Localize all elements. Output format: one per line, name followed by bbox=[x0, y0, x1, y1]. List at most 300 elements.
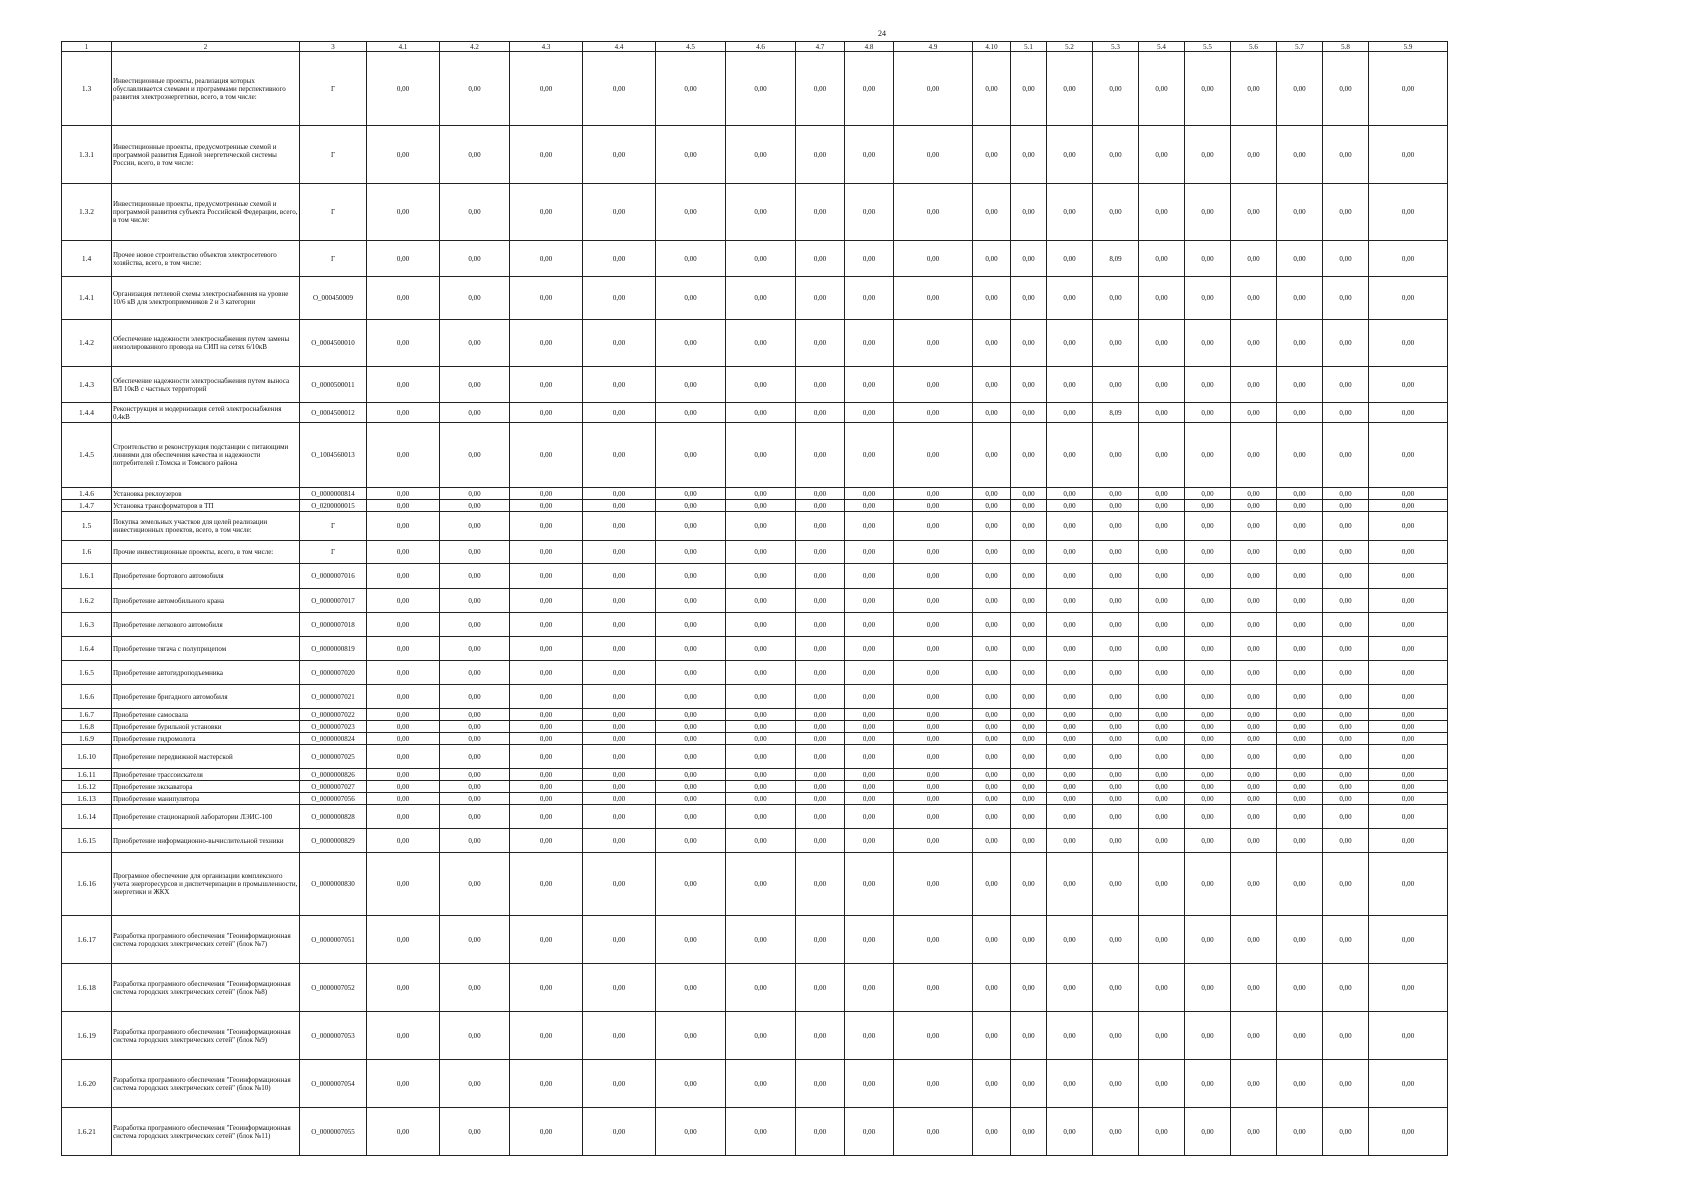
value-cell: 0,00 bbox=[367, 793, 440, 805]
row-number: 1.4.1 bbox=[62, 277, 112, 320]
value-cell: 0,00 bbox=[1323, 541, 1369, 564]
value-cell: 0,00 bbox=[1185, 184, 1231, 241]
value-cell: 0,00 bbox=[1277, 277, 1323, 320]
value-cell: 0,00 bbox=[440, 829, 510, 853]
value-cell: 0,00 bbox=[726, 745, 796, 769]
value-cell: 0,00 bbox=[583, 613, 656, 637]
value-cell: 0,00 bbox=[726, 488, 796, 500]
value-cell: 0,00 bbox=[1139, 52, 1185, 126]
value-cell: 0,00 bbox=[1011, 277, 1047, 320]
value-cell: 0,00 bbox=[973, 1108, 1011, 1156]
project-code: О_0000000829 bbox=[300, 829, 367, 853]
value-cell: 0,00 bbox=[367, 241, 440, 277]
value-cell: 0,00 bbox=[1323, 1012, 1369, 1060]
value-cell: 0,00 bbox=[845, 423, 894, 488]
row-number: 1.4.5 bbox=[62, 423, 112, 488]
column-header: 1 bbox=[62, 42, 112, 52]
value-cell: 0,00 bbox=[656, 613, 726, 637]
row-number: 1.6.19 bbox=[62, 1012, 112, 1060]
value-cell: 0,00 bbox=[1139, 685, 1185, 709]
column-header: 4.3 bbox=[510, 42, 583, 52]
value-cell: 0,00 bbox=[796, 367, 845, 403]
table-row bbox=[62, 52, 1448, 126]
value-cell: 0,00 bbox=[367, 488, 440, 500]
value-cell: 0,00 bbox=[973, 564, 1011, 589]
column-header: 4.7 bbox=[796, 42, 845, 52]
value-cell: 0,00 bbox=[1093, 500, 1139, 512]
value-cell: 0,00 bbox=[656, 721, 726, 733]
value-cell: 0,00 bbox=[367, 277, 440, 320]
investment-table bbox=[61, 41, 1448, 1156]
value-cell: 0,00 bbox=[656, 805, 726, 829]
value-cell: 0,00 bbox=[1139, 721, 1185, 733]
value-cell: 0,00 bbox=[1323, 277, 1369, 320]
value-cell: 0,00 bbox=[1011, 805, 1047, 829]
value-cell: 0,00 bbox=[1139, 241, 1185, 277]
value-cell: 0,00 bbox=[1369, 1060, 1448, 1108]
row-number: 1.6.14 bbox=[62, 805, 112, 829]
value-cell: 0,00 bbox=[894, 964, 973, 1012]
project-code: О_0000007022 bbox=[300, 709, 367, 721]
project-code: О_0200000015 bbox=[300, 500, 367, 512]
value-cell: 0,00 bbox=[510, 661, 583, 685]
value-cell: 0,00 bbox=[1093, 488, 1139, 500]
value-cell: 0,00 bbox=[1093, 685, 1139, 709]
value-cell: 0,00 bbox=[1231, 126, 1277, 184]
value-cell: 0,00 bbox=[656, 541, 726, 564]
value-cell: 0,00 bbox=[440, 512, 510, 541]
value-cell: 0,00 bbox=[1047, 277, 1093, 320]
project-code: Г bbox=[300, 241, 367, 277]
value-cell: 0,00 bbox=[1323, 184, 1369, 241]
value-cell: 0,00 bbox=[845, 367, 894, 403]
column-header: 5.4 bbox=[1139, 42, 1185, 52]
value-cell: 0,00 bbox=[440, 1060, 510, 1108]
value-cell: 0,00 bbox=[1011, 661, 1047, 685]
value-cell: 0,00 bbox=[1139, 709, 1185, 721]
project-name: Разработка програмного обеспечения "Геоинформационная система городских электрических сетей" (блок №9) bbox=[112, 1012, 300, 1060]
value-cell: 0,00 bbox=[1277, 52, 1323, 126]
value-cell: 0,00 bbox=[1011, 709, 1047, 721]
value-cell: 0,00 bbox=[1047, 745, 1093, 769]
value-cell: 0,00 bbox=[1093, 1012, 1139, 1060]
value-cell: 0,00 bbox=[1231, 829, 1277, 853]
value-cell: 0,00 bbox=[583, 733, 656, 745]
value-cell: 0,00 bbox=[656, 853, 726, 916]
value-cell: 0,00 bbox=[1231, 793, 1277, 805]
value-cell: 0,00 bbox=[1047, 541, 1093, 564]
value-cell: 0,00 bbox=[1231, 500, 1277, 512]
project-name: Разработка програмного обеспечения "Геоинформационная система городских электрических сетей" (блок №10) bbox=[112, 1060, 300, 1108]
value-cell: 0,00 bbox=[1323, 241, 1369, 277]
table-row bbox=[62, 367, 1448, 403]
value-cell: 0,00 bbox=[656, 488, 726, 500]
value-cell: 0,00 bbox=[726, 853, 796, 916]
value-cell: 0,00 bbox=[796, 541, 845, 564]
value-cell: 0,00 bbox=[1011, 721, 1047, 733]
value-cell: 0,00 bbox=[440, 126, 510, 184]
value-cell: 0,00 bbox=[1139, 769, 1185, 781]
value-cell: 0,00 bbox=[367, 721, 440, 733]
value-cell: 0,00 bbox=[796, 488, 845, 500]
value-cell: 0,00 bbox=[1185, 721, 1231, 733]
value-cell: 0,00 bbox=[1277, 685, 1323, 709]
column-header: 5.6 bbox=[1231, 42, 1277, 52]
value-cell: 0,00 bbox=[510, 367, 583, 403]
value-cell: 0,00 bbox=[510, 541, 583, 564]
value-cell: 0,00 bbox=[1277, 1012, 1323, 1060]
value-cell: 0,00 bbox=[1047, 964, 1093, 1012]
value-cell: 0,00 bbox=[1369, 781, 1448, 793]
value-cell: 0,00 bbox=[440, 805, 510, 829]
value-cell: 0,00 bbox=[894, 488, 973, 500]
value-cell: 0,00 bbox=[1369, 500, 1448, 512]
value-cell: 0,00 bbox=[1047, 1012, 1093, 1060]
value-cell: 0,00 bbox=[1093, 916, 1139, 964]
value-cell: 0,00 bbox=[1369, 52, 1448, 126]
value-cell: 0,00 bbox=[894, 721, 973, 733]
value-cell: 0,00 bbox=[367, 637, 440, 661]
value-cell: 0,00 bbox=[796, 781, 845, 793]
value-cell: 0,00 bbox=[1231, 805, 1277, 829]
header-row bbox=[62, 42, 1448, 52]
value-cell: 0,00 bbox=[726, 793, 796, 805]
value-cell: 0,00 bbox=[1011, 1012, 1047, 1060]
value-cell: 0,00 bbox=[1093, 637, 1139, 661]
value-cell: 0,00 bbox=[1369, 613, 1448, 637]
value-cell: 0,00 bbox=[796, 500, 845, 512]
value-cell: 0,00 bbox=[894, 661, 973, 685]
value-cell: 0,00 bbox=[1011, 184, 1047, 241]
value-cell: 0,00 bbox=[510, 805, 583, 829]
value-cell: 0,00 bbox=[510, 613, 583, 637]
value-cell: 0,00 bbox=[440, 367, 510, 403]
value-cell: 0,00 bbox=[845, 541, 894, 564]
value-cell: 0,00 bbox=[510, 320, 583, 367]
value-cell: 0,00 bbox=[845, 241, 894, 277]
value-cell: 0,00 bbox=[1139, 488, 1185, 500]
project-name: Приобретение гидромолота bbox=[112, 733, 300, 745]
table-row bbox=[62, 589, 1448, 613]
value-cell: 0,00 bbox=[510, 423, 583, 488]
value-cell: 0,00 bbox=[440, 277, 510, 320]
value-cell: 0,00 bbox=[845, 1012, 894, 1060]
table-header bbox=[62, 42, 1448, 52]
value-cell: 0,00 bbox=[510, 829, 583, 853]
value-cell: 0,00 bbox=[510, 793, 583, 805]
value-cell: 0,00 bbox=[1011, 1060, 1047, 1108]
value-cell: 0,00 bbox=[973, 367, 1011, 403]
value-cell: 0,00 bbox=[583, 721, 656, 733]
value-cell: 0,00 bbox=[1047, 613, 1093, 637]
value-cell: 0,00 bbox=[1139, 613, 1185, 637]
value-cell: 0,00 bbox=[1369, 126, 1448, 184]
value-cell: 0,00 bbox=[367, 916, 440, 964]
value-cell: 0,00 bbox=[583, 241, 656, 277]
value-cell: 0,00 bbox=[1231, 745, 1277, 769]
value-cell: 0,00 bbox=[1093, 613, 1139, 637]
value-cell: 0,00 bbox=[726, 805, 796, 829]
value-cell: 0,00 bbox=[1369, 733, 1448, 745]
column-header: 5.5 bbox=[1185, 42, 1231, 52]
value-cell: 0,00 bbox=[510, 184, 583, 241]
value-cell: 0,00 bbox=[1185, 367, 1231, 403]
table-row bbox=[62, 685, 1448, 709]
value-cell: 0,00 bbox=[894, 613, 973, 637]
value-cell: 0,00 bbox=[1231, 564, 1277, 589]
project-name: Инвестиционные проекты, реализация которых обуславливается схемами и программами перспективного развития электроэнергетики, всего, в том числе: bbox=[112, 52, 300, 126]
value-cell: 0,00 bbox=[1011, 541, 1047, 564]
value-cell: 0,00 bbox=[973, 916, 1011, 964]
value-cell: 0,00 bbox=[440, 184, 510, 241]
value-cell: 0,00 bbox=[894, 512, 973, 541]
value-cell: 0,00 bbox=[796, 829, 845, 853]
project-name: Приобретение манипулятора bbox=[112, 793, 300, 805]
value-cell: 0,00 bbox=[656, 781, 726, 793]
table-row bbox=[62, 564, 1448, 589]
value-cell: 0,00 bbox=[894, 589, 973, 613]
row-number: 1.4 bbox=[62, 241, 112, 277]
project-name: Приобретение передвижной мастерской bbox=[112, 745, 300, 769]
value-cell: 0,00 bbox=[845, 709, 894, 721]
value-cell: 0,00 bbox=[656, 829, 726, 853]
value-cell: 0,00 bbox=[845, 781, 894, 793]
row-number: 1.6.1 bbox=[62, 564, 112, 589]
value-cell: 0,00 bbox=[510, 126, 583, 184]
value-cell: 0,00 bbox=[1323, 613, 1369, 637]
value-cell: 0,00 bbox=[1047, 769, 1093, 781]
value-cell: 0,00 bbox=[583, 52, 656, 126]
value-cell: 0,00 bbox=[367, 1108, 440, 1156]
value-cell: 0,00 bbox=[845, 403, 894, 423]
value-cell: 0,00 bbox=[1139, 805, 1185, 829]
value-cell: 0,00 bbox=[440, 403, 510, 423]
value-cell: 0,00 bbox=[845, 853, 894, 916]
value-cell: 0,00 bbox=[583, 805, 656, 829]
value-cell: 0,00 bbox=[894, 793, 973, 805]
value-cell: 0,00 bbox=[1277, 589, 1323, 613]
value-cell: 0,00 bbox=[1323, 709, 1369, 721]
value-cell: 0,00 bbox=[1093, 805, 1139, 829]
value-cell: 0,00 bbox=[796, 1060, 845, 1108]
value-cell: 0,00 bbox=[1011, 52, 1047, 126]
value-cell: 0,00 bbox=[1185, 853, 1231, 916]
value-cell: 0,00 bbox=[973, 589, 1011, 613]
value-cell: 0,00 bbox=[510, 769, 583, 781]
value-cell: 0,00 bbox=[1093, 589, 1139, 613]
value-cell: 0,00 bbox=[583, 500, 656, 512]
table-row bbox=[62, 184, 1448, 241]
value-cell: 0,00 bbox=[1231, 488, 1277, 500]
row-number: 1.6.13 bbox=[62, 793, 112, 805]
value-cell: 0,00 bbox=[796, 769, 845, 781]
value-cell: 0,00 bbox=[440, 613, 510, 637]
project-name: Приобретение бурильной установки bbox=[112, 721, 300, 733]
value-cell: 0,00 bbox=[845, 488, 894, 500]
value-cell: 0,00 bbox=[367, 733, 440, 745]
row-number: 1.6.17 bbox=[62, 916, 112, 964]
value-cell: 0,00 bbox=[1231, 733, 1277, 745]
value-cell: 0,00 bbox=[1323, 661, 1369, 685]
value-cell: 0,00 bbox=[726, 126, 796, 184]
value-cell: 0,00 bbox=[367, 661, 440, 685]
value-cell: 0,00 bbox=[1047, 241, 1093, 277]
value-cell: 0,00 bbox=[1011, 964, 1047, 1012]
project-code: О_0000000830 bbox=[300, 853, 367, 916]
value-cell: 0,00 bbox=[894, 781, 973, 793]
value-cell: 0,00 bbox=[1139, 512, 1185, 541]
value-cell: 0,00 bbox=[1185, 637, 1231, 661]
value-cell: 0,00 bbox=[1047, 403, 1093, 423]
value-cell: 0,00 bbox=[1011, 733, 1047, 745]
table-row bbox=[62, 793, 1448, 805]
project-name: Приобретение бортового автомобиля bbox=[112, 564, 300, 589]
value-cell: 0,00 bbox=[1047, 793, 1093, 805]
value-cell: 0,00 bbox=[1139, 793, 1185, 805]
value-cell: 0,00 bbox=[894, 52, 973, 126]
table-row bbox=[62, 853, 1448, 916]
value-cell: 0,00 bbox=[845, 589, 894, 613]
value-cell: 0,00 bbox=[1323, 916, 1369, 964]
value-cell: 0,00 bbox=[1139, 781, 1185, 793]
value-cell: 0,00 bbox=[583, 423, 656, 488]
column-header: 4.1 bbox=[367, 42, 440, 52]
value-cell: 0,00 bbox=[1323, 769, 1369, 781]
row-number: 1.6.20 bbox=[62, 1060, 112, 1108]
value-cell: 0,00 bbox=[1047, 184, 1093, 241]
value-cell: 0,00 bbox=[1185, 126, 1231, 184]
value-cell: 0,00 bbox=[1185, 709, 1231, 721]
value-cell: 0,00 bbox=[1093, 781, 1139, 793]
value-cell: 0,00 bbox=[973, 184, 1011, 241]
project-code: О_0000000814 bbox=[300, 488, 367, 500]
value-cell: 0,00 bbox=[656, 403, 726, 423]
value-cell: 0,00 bbox=[1185, 500, 1231, 512]
value-cell: 0,00 bbox=[973, 685, 1011, 709]
value-cell: 0,00 bbox=[510, 500, 583, 512]
value-cell: 0,00 bbox=[845, 564, 894, 589]
column-header: 4.4 bbox=[583, 42, 656, 52]
value-cell: 0,00 bbox=[894, 745, 973, 769]
table-row bbox=[62, 829, 1448, 853]
value-cell: 0,00 bbox=[796, 613, 845, 637]
value-cell: 0,00 bbox=[510, 709, 583, 721]
value-cell: 0,00 bbox=[1139, 320, 1185, 367]
value-cell: 0,00 bbox=[1369, 1108, 1448, 1156]
value-cell: 0,00 bbox=[1093, 126, 1139, 184]
value-cell: 0,00 bbox=[1323, 745, 1369, 769]
value-cell: 0,00 bbox=[1047, 805, 1093, 829]
value-cell: 0,00 bbox=[973, 769, 1011, 781]
value-cell: 0,00 bbox=[1231, 637, 1277, 661]
value-cell: 0,00 bbox=[726, 733, 796, 745]
value-cell: 0,00 bbox=[1011, 512, 1047, 541]
value-cell: 0,00 bbox=[1369, 853, 1448, 916]
value-cell: 0,00 bbox=[367, 709, 440, 721]
value-cell: 0,00 bbox=[440, 733, 510, 745]
row-number: 1.4.4 bbox=[62, 403, 112, 423]
column-header: 5.2 bbox=[1047, 42, 1093, 52]
value-cell: 0,00 bbox=[440, 589, 510, 613]
row-number: 1.4.6 bbox=[62, 488, 112, 500]
project-code: О_0000007055 bbox=[300, 1108, 367, 1156]
value-cell: 0,00 bbox=[1323, 126, 1369, 184]
project-name: Инвестиционные проекты, предусмотренные схемой и программой развития Единой энергетической системы России, всего, в том числе: bbox=[112, 126, 300, 184]
value-cell: 0,00 bbox=[1369, 829, 1448, 853]
value-cell: 0,00 bbox=[583, 829, 656, 853]
value-cell: 0,00 bbox=[973, 277, 1011, 320]
project-name: Разработка програмного обеспечения "Геоинформационная система городских электрических сетей" (блок №11) bbox=[112, 1108, 300, 1156]
value-cell: 0,00 bbox=[1369, 403, 1448, 423]
table-row bbox=[62, 241, 1448, 277]
column-header: 5.8 bbox=[1323, 42, 1369, 52]
value-cell: 0,00 bbox=[845, 805, 894, 829]
value-cell: 0,00 bbox=[973, 964, 1011, 1012]
value-cell: 0,00 bbox=[510, 745, 583, 769]
value-cell: 0,00 bbox=[796, 589, 845, 613]
value-cell: 0,00 bbox=[894, 423, 973, 488]
value-cell: 0,00 bbox=[656, 423, 726, 488]
value-cell: 0,00 bbox=[656, 769, 726, 781]
value-cell: 0,00 bbox=[894, 1060, 973, 1108]
value-cell: 0,00 bbox=[1277, 964, 1323, 1012]
value-cell: 0,00 bbox=[367, 126, 440, 184]
value-cell: 0,00 bbox=[1139, 564, 1185, 589]
project-code: Г bbox=[300, 184, 367, 241]
value-cell: 0,00 bbox=[1369, 661, 1448, 685]
value-cell: 0,00 bbox=[1323, 805, 1369, 829]
value-cell: 0,00 bbox=[1323, 488, 1369, 500]
value-cell: 0,00 bbox=[973, 126, 1011, 184]
value-cell: 0,00 bbox=[1323, 829, 1369, 853]
project-code: О_000450009 bbox=[300, 277, 367, 320]
value-cell: 0,00 bbox=[1323, 589, 1369, 613]
value-cell: 0,00 bbox=[894, 367, 973, 403]
value-cell: 0,00 bbox=[726, 781, 796, 793]
value-cell: 0,00 bbox=[796, 721, 845, 733]
value-cell: 0,00 bbox=[1231, 184, 1277, 241]
value-cell: 0,00 bbox=[1093, 853, 1139, 916]
value-cell: 0,00 bbox=[583, 541, 656, 564]
value-cell: 0,00 bbox=[1093, 745, 1139, 769]
value-cell: 0,00 bbox=[894, 829, 973, 853]
value-cell: 0,00 bbox=[1277, 781, 1323, 793]
value-cell: 0,00 bbox=[367, 403, 440, 423]
value-cell: 0,00 bbox=[973, 1012, 1011, 1060]
column-header: 5.9 bbox=[1369, 42, 1448, 52]
value-cell: 0,00 bbox=[583, 403, 656, 423]
value-cell: 0,00 bbox=[510, 781, 583, 793]
table-body bbox=[62, 52, 1448, 1156]
value-cell: 0,00 bbox=[440, 964, 510, 1012]
value-cell: 0,00 bbox=[1277, 1060, 1323, 1108]
value-cell: 0,00 bbox=[796, 685, 845, 709]
value-cell: 0,00 bbox=[845, 512, 894, 541]
value-cell: 0,00 bbox=[440, 637, 510, 661]
value-cell: 0,00 bbox=[845, 500, 894, 512]
value-cell: 0,00 bbox=[1047, 589, 1093, 613]
value-cell: 0,00 bbox=[1323, 637, 1369, 661]
project-code: О_0000007051 bbox=[300, 916, 367, 964]
value-cell: 0,00 bbox=[1369, 589, 1448, 613]
value-cell: 0,00 bbox=[726, 1060, 796, 1108]
value-cell: 0,00 bbox=[510, 52, 583, 126]
value-cell: 0,00 bbox=[440, 1012, 510, 1060]
value-cell: 0,00 bbox=[1231, 320, 1277, 367]
row-number: 1.6.16 bbox=[62, 853, 112, 916]
value-cell: 0,00 bbox=[894, 541, 973, 564]
value-cell: 0,00 bbox=[1323, 320, 1369, 367]
